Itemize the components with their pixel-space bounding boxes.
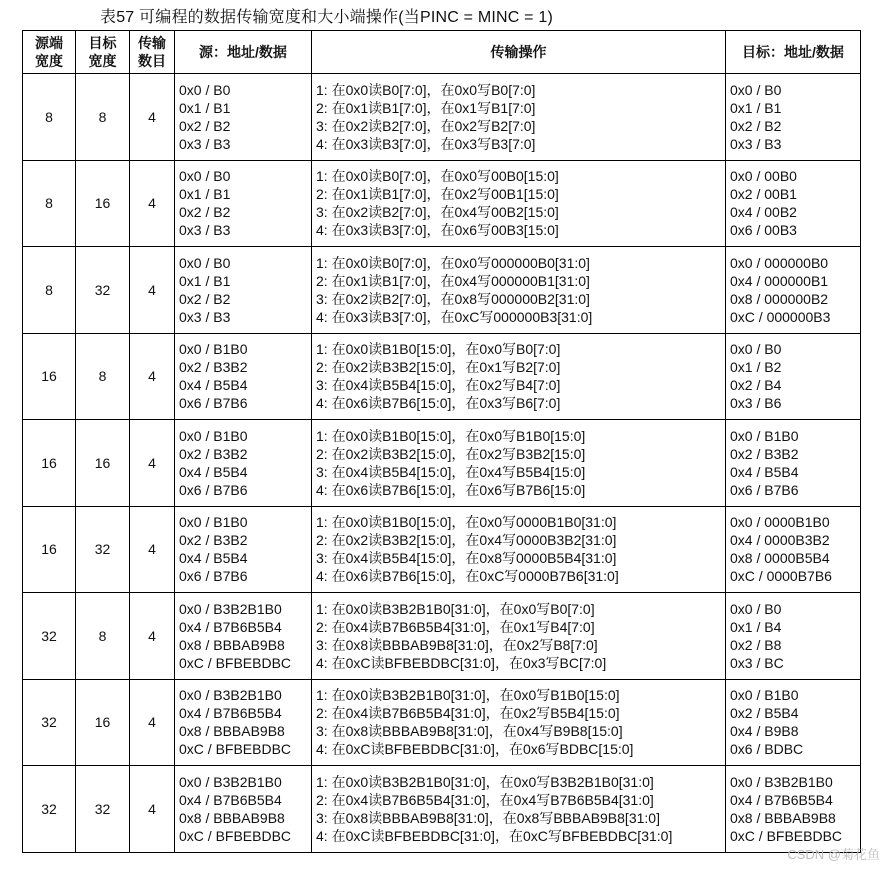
source-data-line: 0x2 / B2 <box>179 204 231 221</box>
transfer-operation-line: 4: 在0x6读B7B6[15:0]，在0xC写0000B7B6[31:0] <box>316 568 619 585</box>
header-target-address-data: 目标：地址/数据 <box>726 31 861 74</box>
target-data-line: 0x2 / B2 <box>730 117 782 134</box>
target-data-line: 0x3 / B6 <box>730 395 782 412</box>
transfer-operation-line: 2: 在0x2读B3B2[15:0]，在0x1写B2[7:0] <box>316 359 561 376</box>
transfer-operation-line: 1: 在0x0读B1B0[15:0]，在0x0写B0[7:0] <box>316 341 561 358</box>
target-data-line: 0x3 / B3 <box>730 135 782 152</box>
transfer-operation-cell <box>312 247 726 334</box>
transfer-operation-line: 1: 在0x0读B0[7:0]，在0x0写B0[7:0] <box>316 81 536 98</box>
transfer-operation-line: 4: 在0xC读BFBEBDBC[31:0]，在0x6写BDBC[15:0] <box>316 741 634 758</box>
transfer-operation-cell <box>312 506 726 593</box>
source-width-cell: 16 <box>23 506 76 593</box>
transfer-operation-line: 2: 在0x1读B1[7:0]，在0x4写000000B1[31:0] <box>316 272 590 289</box>
target-data-cell <box>726 593 861 680</box>
source-data-line: 0x0 / B0 <box>179 254 231 271</box>
source-data-line: 0x8 / BBBAB9B8 <box>179 636 285 653</box>
target-data-line: 0x0 / 00B0 <box>730 168 797 185</box>
transfer-count-cell: 4 <box>130 333 175 420</box>
transfer-operation-line: 1: 在0x0读B0[7:0]，在0x0写000000B0[31:0] <box>316 254 590 271</box>
transfer-operation-line: 1: 在0x0读B1B0[15:0]，在0x0写B1B0[15:0] <box>316 427 586 444</box>
target-data-line: 0x0 / B1B0 <box>730 687 799 704</box>
header-label-line-1: 源端 <box>35 35 63 51</box>
transfer-operation-line: 4: 在0xC读BFBEBDBC[31:0]，在0x3写BC[7:0] <box>316 654 607 671</box>
target-data-line: 0xC / BFBEBDBC <box>730 827 843 844</box>
transfer-operation-cell <box>312 74 726 161</box>
target-data-line: 0x4 / B9B8 <box>730 723 799 740</box>
table-row <box>23 160 861 247</box>
source-data-line: 0x8 / BBBAB9B8 <box>179 723 285 740</box>
target-data-line: 0x4 / B7B6B5B4 <box>730 791 833 808</box>
source-data-cell <box>175 506 312 593</box>
source-data-line: 0x0 / B3B2B1B0 <box>179 687 282 704</box>
transfer-count-cell: 4 <box>130 160 175 247</box>
source-data-line: 0x3 / B3 <box>179 135 231 152</box>
table-row <box>23 74 861 161</box>
transfer-count-cell: 4 <box>130 593 175 680</box>
source-data-line: 0x4 / B5B4 <box>179 377 248 394</box>
header-label-line-1: 传输 <box>138 35 166 51</box>
source-data-line: 0xC / BFBEBDBC <box>179 654 292 671</box>
transfer-operation-cell <box>312 333 726 420</box>
source-data-cell <box>175 766 312 853</box>
target-data-line: 0x8 / 000000B2 <box>730 290 829 307</box>
source-data-cell <box>175 247 312 334</box>
target-data-line: 0x6 / 00B3 <box>730 222 797 239</box>
source-width-cell: 32 <box>23 593 76 680</box>
transfer-count-cell: 4 <box>130 679 175 766</box>
target-data-line: 0x0 / 000000B0 <box>730 254 829 271</box>
table-row <box>23 420 861 507</box>
source-data-line: 0x4 / B7B6B5B4 <box>179 618 282 635</box>
target-data-cell <box>726 74 861 161</box>
transfer-operation-line: 4: 在0x3读B3[7:0]，在0x6写00B3[15:0] <box>316 222 559 239</box>
source-data-line: 0x1 / B1 <box>179 186 231 203</box>
transfer-operation-line: 3: 在0x4读B5B4[15:0]，在0x4写B5B4[15:0] <box>316 463 586 480</box>
target-data-line: 0x0 / B0 <box>730 341 782 358</box>
source-data-line: 0x0 / B1B0 <box>179 427 248 444</box>
transfer-operation-cell <box>312 420 726 507</box>
target-data-line: 0x4 / 000000B1 <box>730 272 829 289</box>
transfer-operation-line: 4: 在0x6读B7B6[15:0]，在0x6写B7B6[15:0] <box>316 481 586 498</box>
source-width-cell: 16 <box>23 420 76 507</box>
target-data-line: 0x4 / 0000B3B2 <box>730 532 830 549</box>
transfer-operation-line: 3: 在0x8读BBBAB9B8[31:0]，在0x2写B8[7:0] <box>316 636 598 653</box>
source-data-line: 0xC / BFBEBDBC <box>179 741 292 758</box>
target-width-cell: 32 <box>76 766 130 853</box>
transfer-operation-line: 2: 在0x1读B1[7:0]，在0x2写00B1[15:0] <box>316 186 559 203</box>
source-data-line: 0x0 / B0 <box>179 168 231 185</box>
source-data-line: 0xC / BFBEBDBC <box>179 827 292 844</box>
target-data-line: 0xC / 0000B7B6 <box>730 568 832 585</box>
source-data-cell <box>175 160 312 247</box>
source-width-cell: 8 <box>23 74 76 161</box>
source-data-line: 0x0 / B1B0 <box>179 514 248 531</box>
source-data-cell <box>175 593 312 680</box>
target-width-cell: 16 <box>76 420 130 507</box>
transfer-operation-cell <box>312 679 726 766</box>
source-width-cell: 16 <box>23 333 76 420</box>
header-target-width <box>76 31 130 74</box>
transfer-operation-cell <box>312 766 726 853</box>
header-label-line-2: 宽度 <box>88 53 117 69</box>
target-width-cell: 8 <box>76 333 130 420</box>
source-data-line: 0x2 / B3B2 <box>179 445 248 462</box>
transfer-operation-line: 4: 在0xC读BFBEBDBC[31:0]，在0xC写BFBEBDBC[31:0] <box>316 827 673 844</box>
header-transfer-operation: 传输操作 <box>312 31 726 74</box>
csdn-watermark: CSDN @菊花鱼 <box>787 847 880 862</box>
target-width-cell: 16 <box>76 160 130 247</box>
table-row <box>23 506 861 593</box>
table-row <box>23 679 861 766</box>
target-width-cell: 8 <box>76 593 130 680</box>
target-data-line: 0x0 / B1B0 <box>730 427 799 444</box>
source-data-line: 0x6 / B7B6 <box>179 481 248 498</box>
source-data-line: 0x0 / B1B0 <box>179 341 248 358</box>
transfer-operation-line: 2: 在0x2读B3B2[15:0]，在0x4写0000B3B2[31:0] <box>316 532 617 549</box>
transfer-operation-line: 3: 在0x4读B5B4[15:0]，在0x8写0000B5B4[31:0] <box>316 550 617 567</box>
source-data-line: 0x3 / B3 <box>179 222 231 239</box>
target-data-line: 0x6 / B7B6 <box>730 481 799 498</box>
source-width-cell: 8 <box>23 247 76 334</box>
target-data-line: 0xC / 000000B3 <box>730 308 831 325</box>
target-data-line: 0x0 / 0000B1B0 <box>730 514 830 531</box>
target-data-line: 0x2 / B5B4 <box>730 705 799 722</box>
source-data-cell <box>175 420 312 507</box>
transfer-width-table <box>22 30 861 853</box>
transfer-operation-line: 4: 在0x3读B3[7:0]，在0x3写B3[7:0] <box>316 135 536 152</box>
source-width-cell: 8 <box>23 160 76 247</box>
source-data-line: 0x4 / B5B4 <box>179 550 248 567</box>
header-label-line-2: 宽度 <box>35 53 63 69</box>
source-data-line: 0x4 / B7B6B5B4 <box>179 705 282 722</box>
target-data-cell <box>726 679 861 766</box>
table-row <box>23 593 861 680</box>
transfer-operation-line: 2: 在0x4读B7B6B5B4[31:0]，在0x2写B5B4[15:0] <box>316 705 620 722</box>
target-data-cell <box>726 247 861 334</box>
target-data-line: 0x6 / BDBC <box>730 741 804 758</box>
transfer-operation-line: 3: 在0x4读B5B4[15:0]，在0x2写B4[7:0] <box>316 377 561 394</box>
source-data-line: 0x2 / B3B2 <box>179 359 248 376</box>
table-row <box>23 766 861 853</box>
target-data-line: 0x2 / B8 <box>730 636 782 653</box>
table-header-row <box>23 31 861 74</box>
target-data-cell <box>726 766 861 853</box>
source-data-line: 0x0 / B0 <box>179 81 231 98</box>
transfer-operation-line: 3: 在0x2读B2[7:0]，在0x4写00B2[15:0] <box>316 204 559 221</box>
transfer-operation-line: 4: 在0x3读B3[7:0]，在0xC写000000B3[31:0] <box>316 308 593 325</box>
transfer-operation-line: 3: 在0x2读B2[7:0]，在0x2写B2[7:0] <box>316 117 536 134</box>
table-row <box>23 247 861 334</box>
transfer-operation-line: 1: 在0x0读B1B0[15:0]，在0x0写0000B1B0[31:0] <box>316 514 617 531</box>
target-data-cell <box>726 160 861 247</box>
target-data-line: 0x0 / B3B2B1B0 <box>730 773 833 790</box>
header-label <box>130 34 174 70</box>
target-data-line: 0x0 / B0 <box>730 600 782 617</box>
transfer-operation-cell <box>312 160 726 247</box>
source-width-cell: 32 <box>23 679 76 766</box>
transfer-operation-line: 2: 在0x4读B7B6B5B4[31:0]，在0x1写B4[7:0] <box>316 618 595 635</box>
target-data-line: 0x8 / 0000B5B4 <box>730 550 830 567</box>
header-label-line-2: 数目 <box>138 53 166 69</box>
header-transfer-count <box>130 31 175 74</box>
transfer-operation-line: 2: 在0x2读B3B2[15:0]，在0x2写B3B2[15:0] <box>316 445 586 462</box>
target-width-cell: 32 <box>76 247 130 334</box>
source-data-cell <box>175 333 312 420</box>
transfer-operation-line: 4: 在0x6读B7B6[15:0]，在0x3写B6[7:0] <box>316 395 561 412</box>
source-data-line: 0x2 / B3B2 <box>179 532 248 549</box>
transfer-operation-line: 1: 在0x0读B3B2B1B0[31:0]，在0x0写B0[7:0] <box>316 600 595 617</box>
header-label <box>23 34 75 70</box>
header-source-width <box>23 31 76 74</box>
source-width-cell: 32 <box>23 766 76 853</box>
transfer-count-cell: 4 <box>130 420 175 507</box>
source-data-cell <box>175 679 312 766</box>
transfer-operation-line: 3: 在0x8读BBBAB9B8[31:0]，在0x8写BBBAB9B8[31:0] <box>316 809 660 826</box>
table-caption: 表57 可编程的数据传输宽度和大小端操作(当PINC = MINC = 1) <box>100 9 553 26</box>
transfer-operation-line: 3: 在0x8读BBBAB9B8[31:0]，在0x4写B9B8[15:0] <box>316 723 623 740</box>
source-data-line: 0x4 / B5B4 <box>179 463 248 480</box>
header-source-address-data: 源：地址/数据 <box>175 31 312 74</box>
source-data-line: 0x8 / BBBAB9B8 <box>179 809 285 826</box>
source-data-line: 0x6 / B7B6 <box>179 568 248 585</box>
target-data-line: 0x8 / BBBAB9B8 <box>730 809 836 826</box>
transfer-operation-line: 2: 在0x4读B7B6B5B4[31:0]，在0x4写B7B6B5B4[31:0] <box>316 791 654 808</box>
transfer-operation-line: 1: 在0x0读B3B2B1B0[31:0]，在0x0写B1B0[15:0] <box>316 687 620 704</box>
source-data-line: 0x6 / B7B6 <box>179 395 248 412</box>
target-data-line: 0x2 / 00B1 <box>730 186 797 203</box>
table-body <box>23 74 861 853</box>
target-data-cell <box>726 420 861 507</box>
transfer-operation-line: 1: 在0x0读B0[7:0]，在0x0写00B0[15:0] <box>316 168 559 185</box>
target-width-cell: 8 <box>76 74 130 161</box>
target-width-cell: 32 <box>76 506 130 593</box>
target-data-line: 0x0 / B0 <box>730 81 782 98</box>
target-data-line: 0x2 / B4 <box>730 377 782 394</box>
transfer-count-cell: 4 <box>130 247 175 334</box>
transfer-count-cell: 4 <box>130 766 175 853</box>
target-data-line: 0x2 / B3B2 <box>730 445 799 462</box>
source-data-line: 0x1 / B1 <box>179 99 231 116</box>
target-data-line: 0x1 / B2 <box>730 359 782 376</box>
header-label-line-1: 目标 <box>88 35 117 51</box>
source-data-cell <box>175 74 312 161</box>
target-data-line: 0x1 / B1 <box>730 99 782 116</box>
target-data-line: 0x3 / BC <box>730 654 784 671</box>
target-data-cell <box>726 506 861 593</box>
transfer-operation-line: 1: 在0x0读B3B2B1B0[31:0]，在0x0写B3B2B1B0[31:0] <box>316 773 654 790</box>
source-data-line: 0x2 / B2 <box>179 290 231 307</box>
source-data-line: 0x1 / B1 <box>179 272 231 289</box>
source-data-line: 0x3 / B3 <box>179 308 231 325</box>
target-data-cell <box>726 333 861 420</box>
target-data-line: 0x1 / B4 <box>730 618 782 635</box>
header-label <box>76 34 129 70</box>
source-data-line: 0x0 / B3B2B1B0 <box>179 600 282 617</box>
source-data-line: 0x2 / B2 <box>179 117 231 134</box>
transfer-operation-line: 3: 在0x2读B2[7:0]，在0x8写000000B2[31:0] <box>316 290 590 307</box>
source-data-line: 0x4 / B7B6B5B4 <box>179 791 282 808</box>
transfer-count-cell: 4 <box>130 74 175 161</box>
transfer-count-cell: 4 <box>130 506 175 593</box>
transfer-operation-cell <box>312 593 726 680</box>
table-row <box>23 333 861 420</box>
target-width-cell: 16 <box>76 679 130 766</box>
target-data-line: 0x4 / 00B2 <box>730 204 797 221</box>
transfer-operation-line: 2: 在0x1读B1[7:0]，在0x1写B1[7:0] <box>316 99 536 116</box>
target-data-line: 0x4 / B5B4 <box>730 463 799 480</box>
source-data-line: 0x0 / B3B2B1B0 <box>179 773 282 790</box>
